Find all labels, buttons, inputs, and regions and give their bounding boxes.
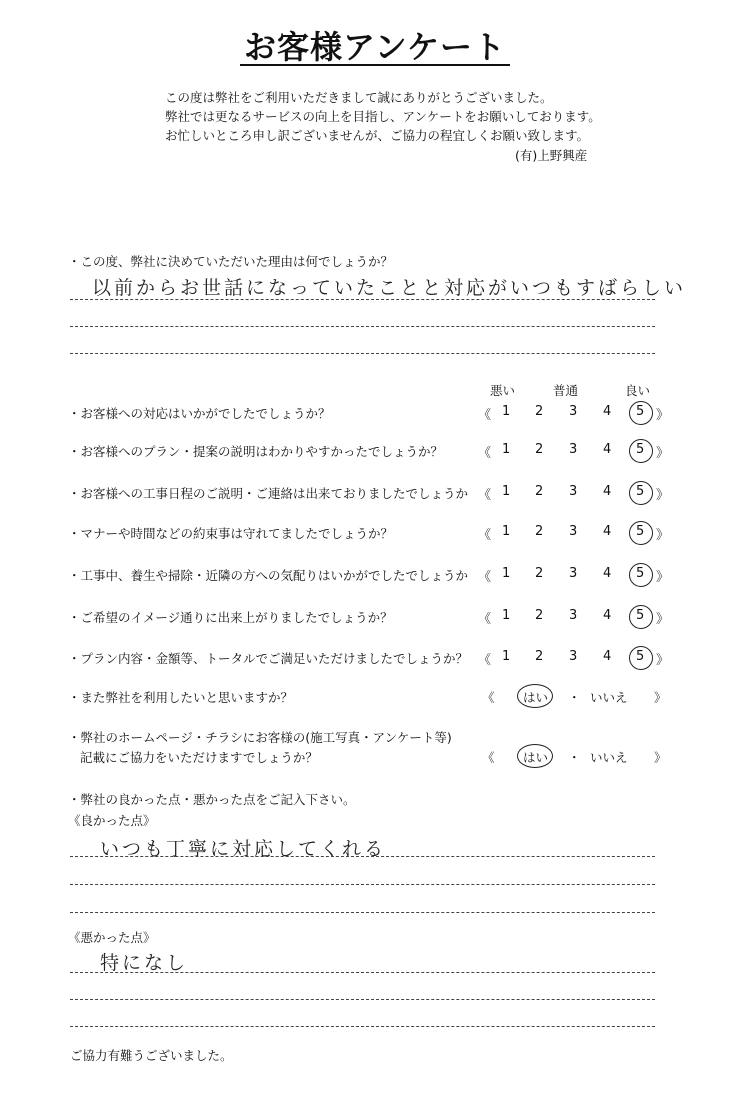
bracket-close: 》	[656, 653, 670, 668]
answer-line	[70, 1026, 655, 1027]
rating-option-3[interactable]: 3	[569, 404, 578, 419]
selected-circle	[629, 646, 653, 670]
rating-question: ・プラン内容・金額等、トータルでご満足いただけましたでしょうか？	[68, 651, 469, 666]
rating-scale	[478, 484, 668, 504]
rating-option-3[interactable]: 3	[569, 442, 578, 457]
rating-scale	[478, 649, 668, 669]
selected-circle	[629, 401, 653, 425]
bracket-close: 》	[656, 408, 670, 423]
rating-option-5[interactable]: 5	[636, 566, 645, 581]
rating-option-2[interactable]: 2	[535, 404, 544, 419]
rating-option-3[interactable]: 3	[569, 524, 578, 539]
rating-question: ・工事中、養生や掃除・近隣の方への気配りはいかがでしたでしょうか	[68, 568, 469, 583]
publish-options	[482, 748, 672, 768]
intro-text	[165, 88, 605, 145]
rating-option-3[interactable]: 3	[569, 649, 578, 664]
rating-option-3[interactable]: 3	[569, 484, 578, 499]
answer-line	[70, 353, 655, 354]
bracket-open: 《	[482, 690, 495, 705]
bracket-close: 》	[654, 690, 667, 705]
selected-circle	[517, 684, 553, 708]
comments-prompt: ・弊社の良かった点・悪かった点をご記入下さい。	[68, 792, 356, 807]
intro-line: この度は弊社をご利用いただきまして誠にありがとうございました。	[165, 90, 553, 105]
rating-option-2[interactable]: 2	[535, 524, 544, 539]
answer-line	[70, 912, 655, 913]
rating-scale	[478, 442, 668, 462]
rating-option-1[interactable]: 1	[502, 442, 511, 457]
reason-question: ・この度、弊社に決めていただいた理由は何でしょうか？	[68, 254, 394, 269]
rating-option-2[interactable]: 2	[535, 442, 544, 457]
bracket-open: 《	[478, 446, 492, 461]
rating-option-4[interactable]: 4	[603, 608, 612, 623]
rating-scale	[478, 608, 668, 628]
bracket-open: 《	[478, 570, 492, 585]
bracket-open: 《	[482, 750, 495, 765]
company-name: (有)上野興産	[515, 148, 588, 163]
bracket-close: 》	[656, 528, 670, 543]
title-underline	[240, 64, 510, 66]
answer-line	[70, 999, 655, 1000]
rating-option-4[interactable]: 4	[603, 566, 612, 581]
bracket-close: 》	[656, 612, 670, 627]
bracket-open: 《	[478, 612, 492, 627]
publish-question: ・弊社のホームページ・チラシにお客様の(施工写真・アンケート等)	[68, 730, 452, 745]
rating-question: ・マナーや時間などの約束事は守れてましたでしょうか？	[68, 526, 394, 541]
publish-question-line2: 記載にご協力をいただけますでしょうか？	[80, 750, 318, 765]
good-points-answer: いつも丁寧に対応してくれる	[100, 838, 387, 860]
rating-option-2[interactable]: 2	[535, 566, 544, 581]
answer-line	[70, 299, 655, 300]
rating-option-4[interactable]: 4	[603, 404, 612, 419]
bad-points-label: 《悪かった点》	[68, 930, 156, 945]
selected-circle	[629, 481, 653, 505]
rating-option-5[interactable]: 5	[636, 649, 645, 664]
selected-circle	[517, 744, 553, 768]
rating-option-1[interactable]: 1	[502, 404, 511, 419]
no-option[interactable]: いいえ	[590, 750, 628, 765]
scale-normal-label: 普通	[553, 383, 579, 398]
rating-question: ・ご希望のイメージ通りに出来上がりましたでしょうか？	[68, 610, 393, 625]
rating-option-5[interactable]: 5	[636, 404, 645, 419]
good-points-label: 《良かった点》	[68, 813, 156, 828]
rating-option-2[interactable]: 2	[535, 484, 544, 499]
answer-line	[70, 326, 655, 327]
scale-bad-label: 悪い	[490, 383, 516, 398]
rating-option-5[interactable]: 5	[636, 442, 645, 457]
bracket-close: 》	[656, 488, 670, 503]
repeat-question: ・また弊社を利用したいと思いますか？	[68, 690, 294, 705]
bracket-open: 《	[478, 488, 492, 503]
answer-line	[70, 884, 655, 885]
intro-line: 弊社では更なるサービスの向上を目指し、アンケートをお願いしております。	[165, 109, 601, 124]
yes-option[interactable]: はい	[523, 750, 549, 765]
rating-option-4[interactable]: 4	[603, 484, 612, 499]
selected-circle	[629, 563, 653, 587]
rating-option-4[interactable]: 4	[603, 649, 612, 664]
rating-option-2[interactable]: 2	[535, 649, 544, 664]
rating-question: ・お客様への対応はいかがでしたでしょうか？	[68, 406, 331, 421]
survey-title: お客様アンケート	[243, 28, 507, 66]
selected-circle	[629, 439, 653, 463]
rating-option-5[interactable]: 5	[636, 484, 645, 499]
no-option[interactable]: いいえ	[590, 690, 628, 705]
reason-answer: 以前からお世話になっていたことと対応がいつもすばらしい	[92, 277, 687, 299]
separator: ・	[568, 750, 581, 765]
bracket-close: 》	[654, 750, 667, 765]
rating-option-1[interactable]: 1	[502, 649, 511, 664]
rating-question: ・お客様への工事日程のご説明・ご連絡は出来ておりましたでしょうか	[68, 486, 469, 501]
rating-option-1[interactable]: 1	[502, 608, 511, 623]
selected-circle	[629, 605, 653, 629]
yes-option[interactable]: はい	[523, 690, 549, 705]
rating-option-2[interactable]: 2	[535, 608, 544, 623]
rating-scale	[478, 404, 668, 424]
rating-option-5[interactable]: 5	[636, 608, 645, 623]
answer-line	[70, 972, 655, 973]
rating-scale	[478, 524, 668, 544]
bracket-close: 》	[656, 446, 670, 461]
intro-line: お忙しいところ申し訳ございませんが、ご協力の程宜しくお願い致します。	[165, 128, 590, 143]
repeat-options	[482, 688, 672, 708]
rating-option-3[interactable]: 3	[569, 566, 578, 581]
separator: ・	[568, 690, 581, 705]
rating-question: ・お客様へのプラン・提案の説明はわかりやすかったでしょうか？	[68, 444, 444, 459]
rating-option-1[interactable]: 1	[502, 566, 511, 581]
bracket-close: 》	[656, 570, 670, 585]
bracket-open: 《	[478, 408, 492, 423]
closing-message: ご協力有難うございました。	[70, 1048, 233, 1063]
rating-option-5[interactable]: 5	[636, 524, 645, 539]
rating-option-1[interactable]: 1	[502, 524, 511, 539]
scale-good-label: 良い	[625, 383, 651, 398]
answer-line	[70, 856, 655, 857]
bracket-open: 《	[478, 653, 492, 668]
rating-option-4[interactable]: 4	[603, 442, 612, 457]
rating-option-1[interactable]: 1	[502, 484, 511, 499]
rating-scale	[478, 566, 668, 586]
rating-option-3[interactable]: 3	[569, 608, 578, 623]
bad-points-answer: 特になし	[100, 952, 189, 974]
rating-option-4[interactable]: 4	[603, 524, 612, 539]
bracket-open: 《	[478, 528, 492, 543]
selected-circle	[629, 521, 653, 545]
